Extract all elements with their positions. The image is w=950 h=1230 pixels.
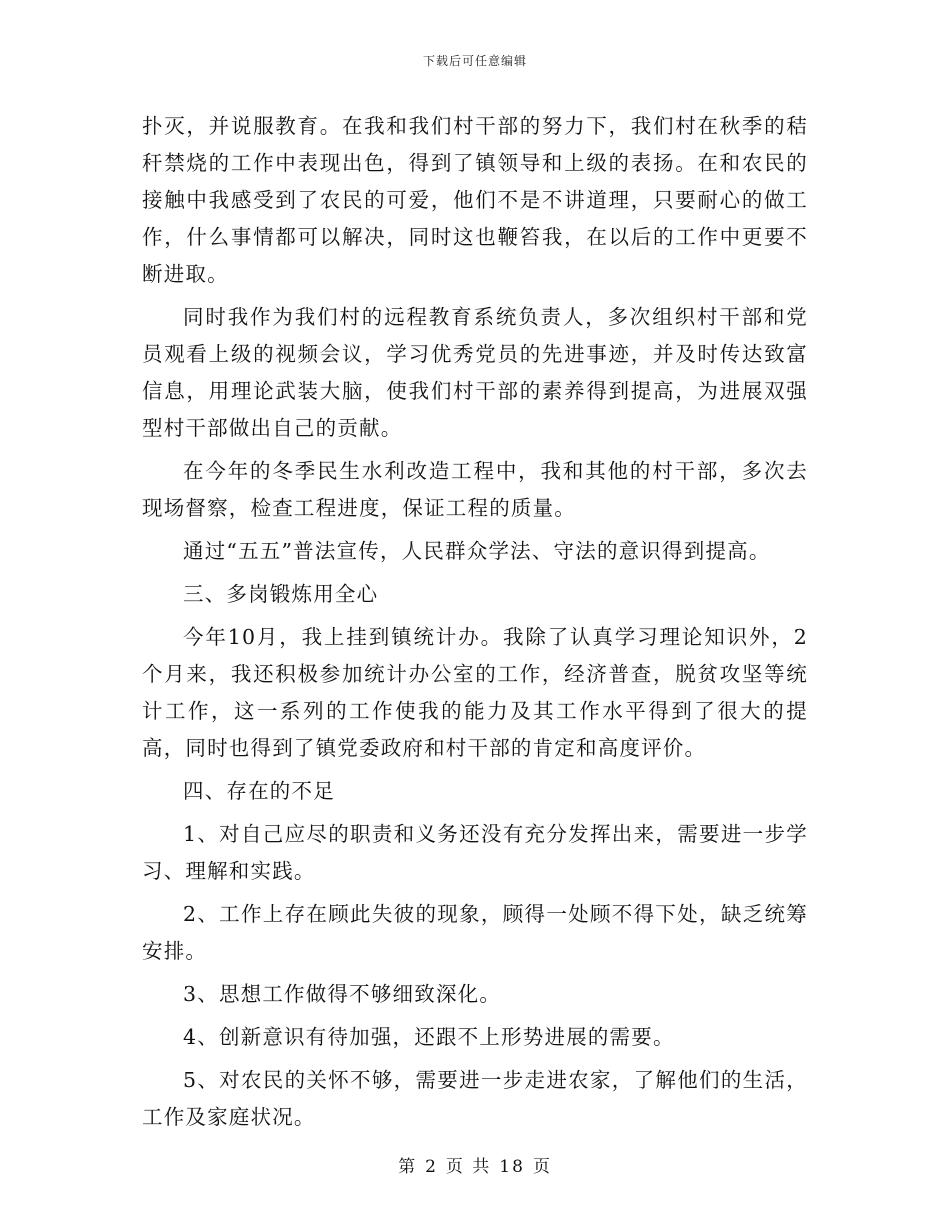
list-item-shortcoming-3: 3、思想工作做得不够细致深化。 [183,982,502,1006]
paragraph-statistics-office: 今年10月，我上挂到镇统计办。我除了认真学习理论知识外，2个月来，我还积极参加统计办公室的工作，经济普查，脱贫攻坚等统计工作，这一系列的工作使我的能力及其工作水平得到了很大的提高，同时也得到了镇党委政府和村干部的肯定和高度评价。 [142,625,808,760]
footer-prefix: 第 [398,1157,418,1177]
list-item-shortcoming-2: 2、工作上存在顾此失彼的现象，顾得一处顾不得下处，缺乏统筹安排。 [142,902,808,963]
page-footer [0,1152,950,1177]
footer-current-page: 2 [425,1157,438,1177]
paragraph-continuation: 扑灭，并说服教育。在我和我们村干部的努力下，我们村在秋季的秸秆禁烧的工作中表现出色，得到了镇领导和上级的表扬。在和农民的接触中我感受到了农民的可爱，他们不是不讲道理，只要耐心的做工作，什么事情都可以解决，同时这也鞭笞我，在以后的工作中更要不断进取。 [142,114,808,286]
list-item-shortcoming-4: 4、创新意识有待加强，还跟不上形势进展的需要。 [183,1025,675,1049]
paragraph-law-publicity: 通过“五五”普法宣传，人民群众学法、守法的意识得到提高。 [183,539,771,563]
footer-total-pages: 18 [499,1157,525,1177]
footer-middle: 页 共 [445,1157,492,1177]
list-item-shortcoming-1: 1、对自己应尽的职责和义务还没有充分发挥出来，需要进一步学习、理解和实践。 [142,822,808,883]
paragraph-water-project: 在今年的冬季民生水利改造工程中，我和其他的村干部，多次去现场督察，检查工程进度，保证工程的质量。 [142,459,808,520]
page-header: 下载后可任意编辑 [422,54,527,68]
section-heading-four: 四、存在的不足 [183,779,335,803]
list-item-shortcoming-5: 5、对农民的关怀不够，需要进一步走进农家，了解他们的生活，工作及家庭状况。 [142,1068,808,1129]
section-heading-three: 三、多岗锻炼用全心 [183,582,379,606]
paragraph-remote-education: 同时我作为我们村的远程教育系统负责人，多次组织村干部和党员观看上级的视频会议，学习优秀党员的先进事迹，并及时传达致富信息，用理论武装大脑，使我们村干部的素养得到提高，为进展双强型村干部做出自己的贡献。 [142,305,808,440]
document-body [142,108,808,1142]
footer-suffix: 页 [532,1157,552,1177]
